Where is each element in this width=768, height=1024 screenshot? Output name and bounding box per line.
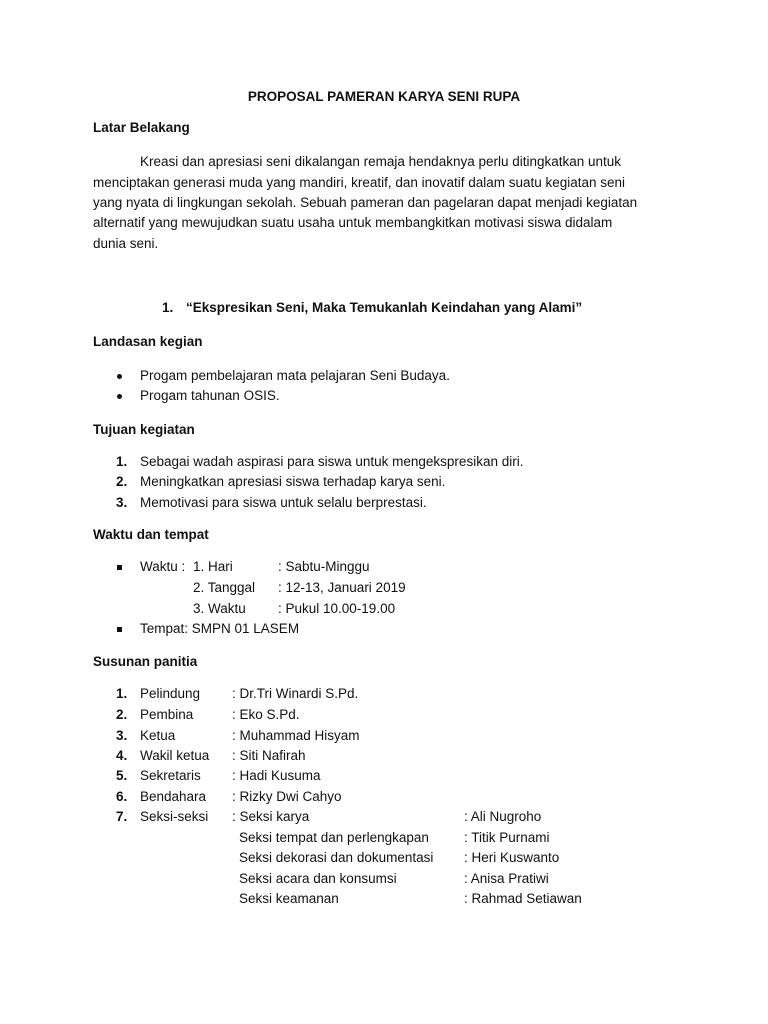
basis-heading: Landasan kegian — [93, 334, 203, 349]
committee-number: 4. — [116, 748, 128, 763]
section-name: Seksi keamanan — [239, 891, 339, 906]
schedule-heading: Waktu dan tempat — [93, 527, 209, 542]
section-person: : Anisa Pratiwi — [464, 871, 549, 886]
goal-number: 1. — [116, 454, 128, 469]
bullet-square-icon — [117, 627, 122, 632]
committee-role: Seksi-seksi — [140, 809, 209, 824]
theme-text: “Ekspresikan Seni, Maka Temukanlah Keindahan yang Alami” — [186, 300, 583, 315]
committee-role: Sekretaris — [140, 768, 201, 783]
section-person: : Rahmad Setiawan — [464, 891, 582, 906]
goals-heading: Tujuan kegiatan — [93, 422, 195, 437]
committee-name: : Rizky Dwi Cahyo — [232, 789, 342, 804]
section-person: : Ali Nugroho — [464, 809, 542, 824]
committee-name: : Muhammad Hisyam — [232, 728, 360, 743]
bullet-dot-icon — [117, 374, 122, 379]
committee-name: : Hadi Kusuma — [232, 768, 321, 783]
basis-item: Progam pembelajaran mata pelajaran Seni Budaya. — [140, 368, 450, 383]
committee-number: 7. — [116, 809, 128, 824]
section-name: Seksi tempat dan perlengkapan — [239, 830, 429, 845]
committee-number: 1. — [116, 686, 128, 701]
section-name: Seksi dekorasi dan dokumentasi — [239, 850, 434, 865]
committee-name: : Siti Nafirah — [232, 748, 306, 763]
schedule-row-value: : Sabtu-Minggu — [278, 559, 370, 574]
schedule-row-label: 2. Tanggal — [193, 580, 256, 595]
section-name: Seksi acara dan konsumsi — [239, 871, 397, 886]
section-person: : Heri Kuswanto — [464, 850, 560, 865]
goal-text: Meningkatkan apresiasi siswa terhadap karya seni. — [140, 474, 446, 489]
schedule-place: Tempat: SMPN 01 LASEM — [140, 621, 300, 636]
bullet-square-icon — [117, 565, 122, 570]
committee-role: Bendahara — [140, 789, 207, 804]
background-paragraph-line: Kreasi dan apresiasi seni dikalangan remaja hendaknya perlu ditingkatkan untuk — [140, 154, 622, 169]
committee-number: 6. — [116, 789, 128, 804]
committee-number: 3. — [116, 728, 128, 743]
background-paragraph-line: menciptakan generasi muda yang mandiri, kreatif, dan inovatif dalam suatu kegiatan seni — [93, 175, 626, 190]
goal-number: 2. — [116, 474, 128, 489]
committee-role: Pelindung — [140, 686, 201, 701]
committee-role: Wakil ketua — [140, 748, 210, 763]
section-name: : Seksi karya — [232, 809, 310, 824]
background-paragraph-line: yang nyata di lingkungan sekolah. Sebuah pameran dan pagelaran dapat menjadi kegiatan — [93, 195, 638, 210]
committee-role: Ketua — [140, 728, 176, 743]
committee-role: Pembina — [140, 707, 194, 722]
document-title: PROPOSAL PAMERAN KARYA SENI RUPA — [247, 89, 521, 104]
goal-number: 3. — [116, 495, 128, 510]
schedule-row-value: : Pukul 10.00-19.00 — [278, 601, 396, 616]
bullet-dot-icon — [117, 394, 122, 399]
committee-name: : Dr.Tri Winardi S.Pd. — [232, 686, 359, 701]
background-paragraph-line: dunia seni. — [93, 236, 159, 251]
committee-heading: Susunan panitia — [93, 654, 198, 669]
basis-item: Progam tahunan OSIS. — [140, 388, 280, 403]
schedule-row-value: : 12-13, Januari 2019 — [278, 580, 406, 595]
theme-number: 1. — [162, 300, 174, 315]
background-paragraph-line: alternatif yang mewujudkan suatu usaha untuk membangkitkan motivasi siswa didalam — [93, 215, 613, 230]
committee-number: 5. — [116, 768, 128, 783]
goal-text: Memotivasi para siswa untuk selalu berprestasi. — [140, 495, 427, 510]
schedule-time-prefix: Waktu : — [140, 559, 186, 574]
schedule-row-label: 1. Hari — [193, 559, 233, 574]
schedule-row-label: 3. Waktu — [193, 601, 246, 616]
background-heading: Latar Belakang — [93, 120, 190, 135]
committee-number: 2. — [116, 707, 128, 722]
section-person: : Titik Purnami — [464, 830, 550, 845]
goal-text: Sebagai wadah aspirasi para siswa untuk mengekspresikan diri. — [140, 454, 524, 469]
committee-name: : Eko S.Pd. — [232, 707, 300, 722]
